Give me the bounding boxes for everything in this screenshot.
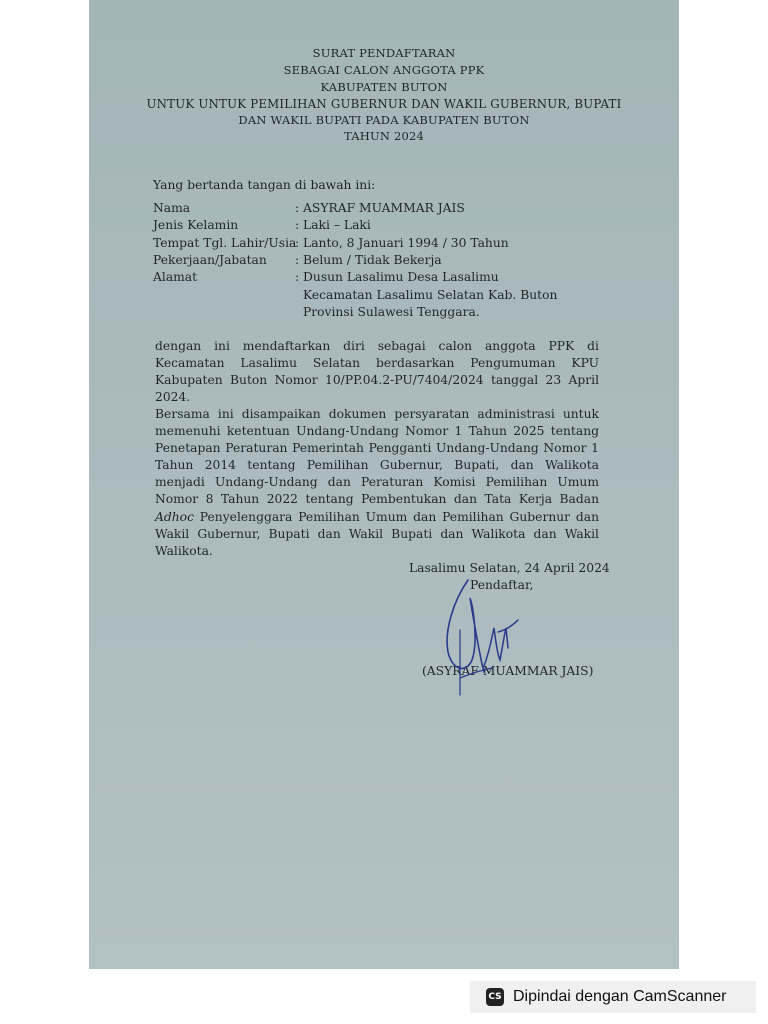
field-value-nama: : ASYRAF MUAMMAR JAIS bbox=[295, 201, 465, 215]
address-line-3: Provinsi Sulawesi Tenggara. bbox=[303, 305, 480, 319]
header-line-1: SURAT PENDAFTARAN bbox=[312, 46, 456, 60]
field-label-pekerjaan: Pekerjaan/Jabatan bbox=[153, 253, 267, 267]
field-label-jenis-kelamin: Jenis Kelamin bbox=[153, 218, 239, 232]
header-line-2: SEBAGAI CALON ANGGOTA PPK bbox=[283, 63, 485, 77]
handwritten-signature bbox=[440, 570, 530, 700]
field-value-pekerjaan: : Belum / Tidak Bekerja bbox=[295, 253, 442, 267]
paragraph-documents-italic: Adhoc bbox=[155, 509, 194, 524]
camscanner-text: Dipindai dengan CamScanner bbox=[513, 988, 727, 1005]
paragraph-registration: dengan ini mendaftarkan diri sebagai calon anggota PPK di Kecamatan Lasalimu Selatan berdasarkan Pengumuman KPU Kabupaten Buton Nomor 10/PP.04.2-PU/7404/2024 tanggal 23 April 2024. bbox=[155, 339, 599, 405]
field-value-ttl: : Lanto, 8 Januari 1994 / 30 Tahun bbox=[295, 236, 509, 250]
field-value-alamat: : Dusun Lasalimu Desa Lasalimu bbox=[295, 270, 499, 284]
signature-name: (ASYRAF MUAMMAR JAIS) bbox=[422, 664, 594, 678]
header-line-5: DAN WAKIL BUPATI PADA KABUPATEN BUTON bbox=[238, 113, 530, 127]
field-label-alamat: Alamat bbox=[153, 270, 198, 284]
intro-text: Yang bertanda tangan di bawah ini: bbox=[153, 178, 376, 192]
header-line-4: UNTUK UNTUK PEMILIHAN GUBERNUR DAN WAKIL GUBERNUR, BUPATI bbox=[146, 97, 622, 111]
signature-place-date: Lasalimu Selatan, 24 April 2024 bbox=[409, 561, 610, 575]
field-value-jenis-kelamin: : Laki – Laki bbox=[295, 218, 371, 232]
paragraph-documents-part-1: Bersama ini disampaikan dokumen persyaratan administrasi untuk memenuhi ketentuan Undang-Undang Nomor 1 Tahun 2025 tentang Penetapan Peraturan Pemerintah Pengganti Undang-Undang Nomor 1 Tahun 2014 tentang Pemilihan Gubernur, Bupati, dan Walikota menjadi Undang-Undang dan Peraturan Komisi Pemilihan Umum Nomor 8 Tahun 2022 tentang Pembentukan dan Tata Kerja Badan bbox=[155, 407, 599, 507]
scanned-document bbox=[89, 0, 679, 969]
camscanner-logo-icon: CS bbox=[486, 988, 504, 1006]
address-line-2: Kecamatan Lasalimu Selatan Kab. Buton bbox=[303, 288, 558, 302]
paragraph-documents bbox=[155, 406, 599, 560]
camscanner-watermark bbox=[470, 981, 756, 1013]
field-label-ttl: Tempat Tgl. Lahir/Usia bbox=[153, 236, 297, 250]
field-label-nama: Nama bbox=[153, 201, 191, 215]
signature-role: Pendaftar, bbox=[470, 578, 534, 592]
header-line-6: TAHUN 2024 bbox=[343, 129, 425, 143]
header-line-3: KABUPATEN BUTON bbox=[320, 80, 448, 94]
paragraph-documents-part-2: Penyelenggara Pemilihan Umum dan Pemilihan Gubernur dan Wakil Gubernur, Bupati dan Wakil Bupati dan Walikota dan Wakil Walikota. bbox=[155, 509, 599, 558]
